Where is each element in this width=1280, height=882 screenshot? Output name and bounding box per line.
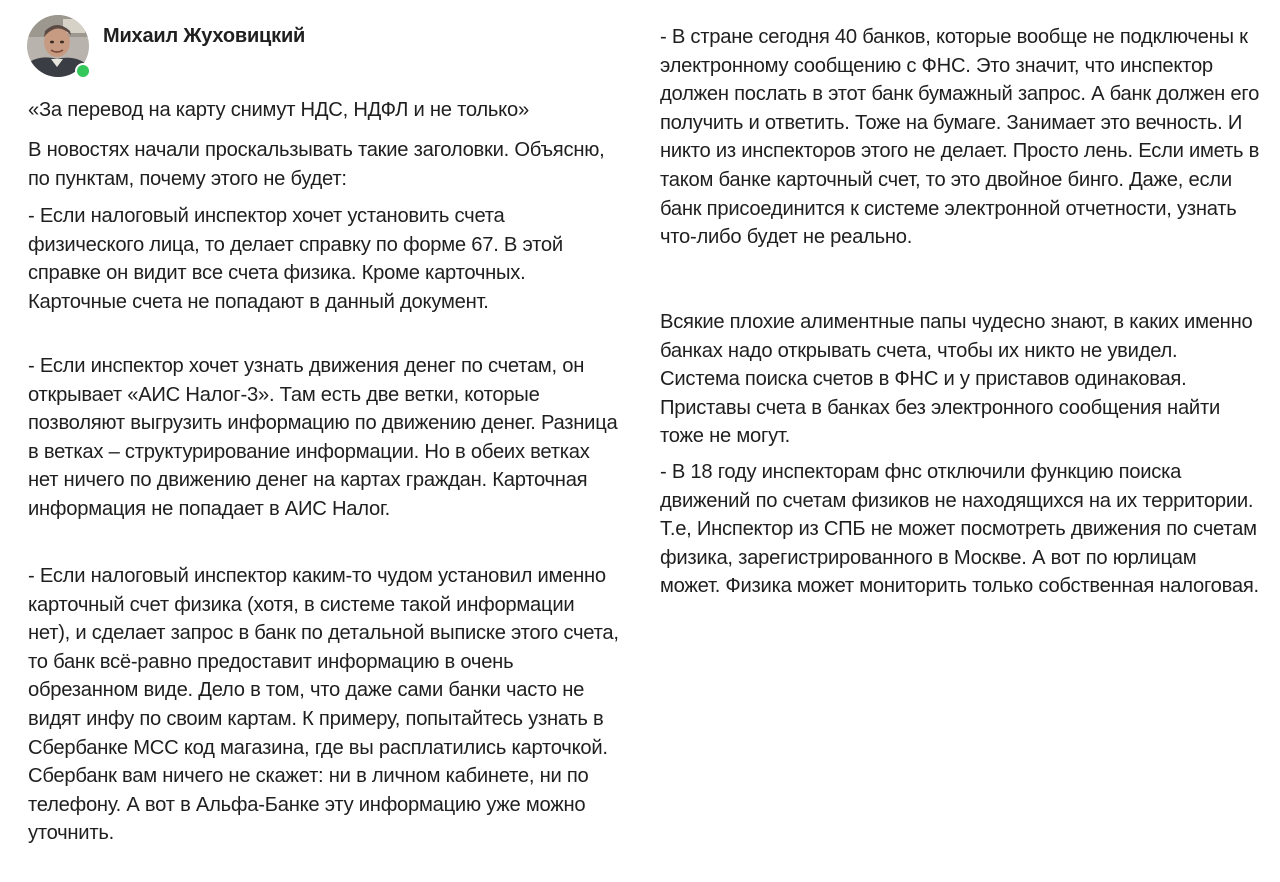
avatar[interactable] bbox=[27, 15, 89, 77]
post-paragraph: - В стране сегодня 40 банков, которые вообще не подключены к электронному сообщению с ФНС. Это значит, что инспектор должен послать в этот банк бумажный запрос. А банк должен его получить и ответить. Тоже на бумаге. Занимает это вечность. И никто из инспекторов этого не делает. Просто лень. Если иметь в таком банке карточный счет, то это двойное бинго. Даже, если банк присоединится к системе электронной отчетности, узнать что-либо будет не реально. bbox=[660, 26, 1260, 249]
post-paragraph: - В 18 году инспекторам фнс отключили функцию поиска движений по счетам физиков не находящихся на их территории. Т.е, Инспектор из СПБ не может посмотреть движения по счетам физика, зарегистрированного в Москве. А вот по юрлицам может. Физика может мониторить только собственная налоговая. bbox=[660, 461, 1259, 598]
online-status-indicator bbox=[75, 63, 91, 79]
post-paragraph: - Если налоговый инспектор хочет установить счета физического лица, то делает справку по форме 67. В этой справке он видит все счета физика. Кроме карточных. Карточные счета не попадают в данный документ. bbox=[28, 205, 563, 313]
post-header bbox=[27, 15, 627, 79]
author-name[interactable]: Михаил Жуховицкий bbox=[103, 25, 306, 47]
post-paragraph: - Если инспектор хочет узнать движения денег по счетам, он открывает «АИС Налог-3». Там есть две ветки, которые позволяют выгрузить информацию по движению денег. Разница в ветках – структурирование информации. Но в обеих ветках нет ничего по движению денег на картах граждан. Карточная информация не попадает в АИС Налог. bbox=[28, 355, 618, 520]
post-paragraph: Всякие плохие алиментные папы чудесно знают, в каких именно банках надо открывать счета, чтобы их никто не увидел. Система поиска счетов в ФНС и у приставов одинаковая. Приставы счета в банках без электронного сообщения найти тоже не могут. bbox=[660, 311, 1253, 448]
post-paragraph: - Если налоговый инспектор каким-то чудом установил именно карточный счет физика (хотя, в системе такой информации нет), и сделает запрос в банк по детальной выписке этого счета, то банк всё-равно предоставит информацию в очень обрезанном виде. Дело в том, что даже сами банки часто не видят инфу по своим картам. К примеру, попытайтесь узнать в Сбербанке MCC код магазина, где вы расплатились карточкой. Сбербанк вам ничего не скажет: ни в личном кабинете, ни по телефону. А вот в Альфа-Банке эту информацию уже можно уточнить. bbox=[28, 565, 619, 845]
post-headline: «За перевод на карту снимут НДС, НДФЛ и не только» bbox=[28, 99, 529, 121]
post-paragraph: В новостях начали проскальзывать такие заголовки. Объясню, по пунктам, почему этого не будет: bbox=[28, 139, 605, 190]
